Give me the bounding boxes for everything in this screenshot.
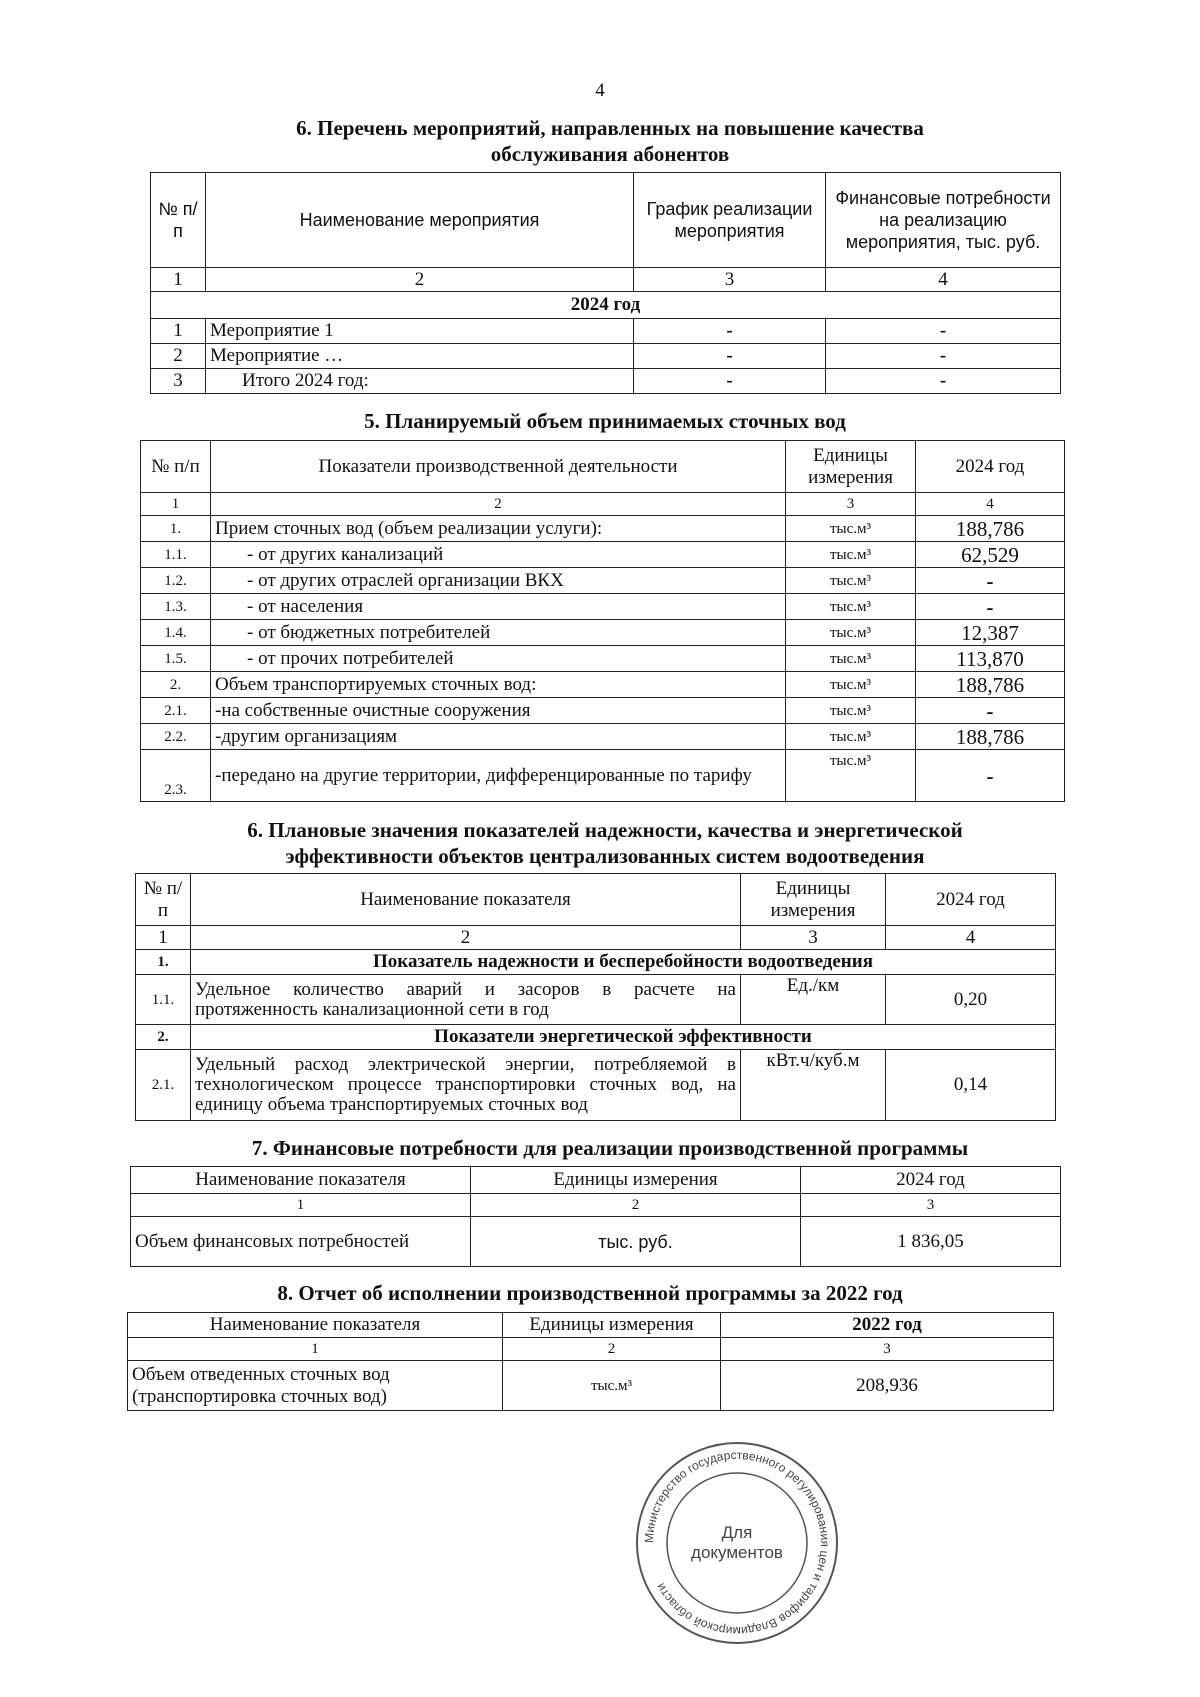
indicator-name: Удельное количество аварий и засоров в расчете на протяженность канализационной сети в год — [191, 975, 741, 1025]
table-row — [141, 646, 1065, 672]
value: 188,786 — [916, 724, 1065, 750]
value: 0,14 — [886, 1050, 1056, 1121]
header-number: № п/п — [151, 173, 206, 268]
col-number: 3 — [801, 1194, 1061, 1217]
group-number: 1. — [136, 950, 191, 975]
header-indicator-name: Наименование показателя — [128, 1313, 503, 1338]
header-year: 2024 год — [801, 1167, 1061, 1194]
activity-schedule: - — [634, 369, 826, 394]
table-row — [151, 319, 1061, 344]
col-number: 3 — [741, 926, 886, 950]
value: 113,870 — [916, 646, 1065, 672]
value: - — [916, 698, 1065, 724]
unit: кВт.ч/куб.м — [741, 1050, 886, 1121]
table-row — [141, 594, 1065, 620]
indicator-name: - от бюджетных потребителей — [211, 620, 786, 646]
section-6a-title-line1: 6. Перечень мероприятий, направленных на повышение качества — [296, 116, 924, 140]
header-number: № п/п — [141, 441, 211, 493]
section-6a-title-line2: обслуживания абонентов — [490, 142, 730, 166]
header-year: 2024 год — [886, 874, 1056, 926]
col-number: 2 — [206, 268, 634, 292]
activity-name: Мероприятие 1 — [206, 319, 634, 344]
unit: тыс.м³ — [786, 568, 916, 594]
col-number: 1 — [128, 1338, 503, 1361]
header-number: № п/п — [136, 874, 191, 926]
value: 62,529 — [916, 542, 1065, 568]
value: - — [916, 750, 1065, 802]
row-number: 2.1. — [136, 1050, 191, 1121]
section-6b-title-line1: 6. Плановые значения показателей надежности, качества и энергетической — [247, 818, 963, 842]
indicator-name: Объем отведенных сточных вод (транспортировка сточных вод) — [128, 1361, 503, 1411]
unit: тыс.м³ — [786, 620, 916, 646]
stamp-center-line1: Для — [721, 1523, 753, 1542]
col-number: 1 — [141, 493, 211, 516]
col-number: 1 — [151, 268, 206, 292]
table-row — [141, 542, 1065, 568]
indicator-name: -другим организациям — [211, 724, 786, 750]
value: 208,936 — [721, 1361, 1054, 1411]
unit: тыс.м³ — [786, 724, 916, 750]
value: 0,20 — [886, 975, 1056, 1025]
header-unit: Единицы измерения — [503, 1313, 721, 1338]
col-number: 2 — [503, 1338, 721, 1361]
indicator-name: Прием сточных вод (объем реализации услуги): — [211, 516, 786, 542]
value: 188,786 — [916, 672, 1065, 698]
section-5-title: 5. Планируемый объем принимаемых сточных вод — [364, 409, 846, 433]
activities-table — [150, 172, 1061, 394]
value: 1 836,05 — [801, 1217, 1061, 1267]
table-row — [141, 750, 1065, 802]
header-indicator: Показатели производственной деятельности — [211, 441, 786, 493]
table-row — [141, 672, 1065, 698]
activity-finance: - — [826, 319, 1061, 344]
header-unit: Единицы измерения — [471, 1167, 801, 1194]
table-row — [136, 975, 1056, 1025]
unit: тыс.м³ — [503, 1361, 721, 1411]
activity-finance: - — [826, 369, 1061, 394]
row-number: 2.1. — [141, 698, 211, 724]
indicator-name: - от прочих потребителей — [211, 646, 786, 672]
section-7-title: 7. Финансовые потребности для реализации производственной программы — [251, 1136, 969, 1160]
value: 12,387 — [916, 620, 1065, 646]
unit: тыс.м³ — [786, 698, 916, 724]
unit: тыс.м³ — [786, 750, 916, 802]
table-row — [131, 1217, 1061, 1267]
col-number: 1 — [136, 926, 191, 950]
unit: тыс.м³ — [786, 646, 916, 672]
section-6b-title-line2: эффективности объектов централизованных систем водоотведения — [285, 844, 925, 868]
official-stamp — [632, 1438, 842, 1648]
unit: Ед./км — [741, 975, 886, 1025]
reliability-indicators-table — [135, 873, 1056, 1121]
section-6a-title — [150, 115, 1070, 167]
header-year: 2022 год — [721, 1313, 1054, 1338]
page-number: 4 — [595, 80, 605, 101]
value: - — [916, 594, 1065, 620]
table-row — [141, 724, 1065, 750]
unit: тыс. руб. — [471, 1217, 801, 1267]
row-number: 1.1. — [141, 542, 211, 568]
col-number: 3 — [786, 493, 916, 516]
indicator-name: Удельный расход электрической энергии, потребляемой в технологическом процессе транспортировки сточных вод, на единицу объема транспортируемых сточных вод — [191, 1050, 741, 1121]
indicator-name: - от других отраслей организации ВКХ — [211, 568, 786, 594]
col-number: 4 — [886, 926, 1056, 950]
header-finance: Финансовые потребности на реализацию мероприятия, тыс. руб. — [826, 173, 1061, 268]
indicator-name: - от других канализаций — [211, 542, 786, 568]
row-number: 1. — [141, 516, 211, 542]
col-number: 3 — [721, 1338, 1054, 1361]
row-number: 1.3. — [141, 594, 211, 620]
col-number: 2 — [211, 493, 786, 516]
table-row — [141, 568, 1065, 594]
col-number: 4 — [916, 493, 1065, 516]
indicator-name: -передано на другие территории, дифференцированные по тарифу — [211, 750, 786, 802]
col-number: 3 — [634, 268, 826, 292]
table-row — [141, 516, 1065, 542]
row-number: 2.2. — [141, 724, 211, 750]
unit: тыс.м³ — [786, 542, 916, 568]
table-row — [128, 1361, 1054, 1411]
activity-schedule: - — [634, 344, 826, 369]
activity-name: Итого 2024 год: — [206, 369, 634, 394]
row-number: 2 — [151, 344, 206, 369]
row-number: 2.3. — [141, 750, 211, 802]
value: - — [916, 568, 1065, 594]
value: 188,786 — [916, 516, 1065, 542]
table-row — [151, 344, 1061, 369]
row-number: 1.1. — [136, 975, 191, 1025]
header-activity-name: Наименование мероприятия — [206, 173, 634, 268]
header-unit: Единицы измерения — [741, 874, 886, 926]
group-title: Показатель надежности и бесперебойности водоотведения — [191, 950, 1056, 975]
indicator-name: Объем транспортируемых сточных вод: — [211, 672, 786, 698]
activity-finance: - — [826, 344, 1061, 369]
col-number: 2 — [471, 1194, 801, 1217]
section-8-title: 8. Отчет об исполнении производственной программы за 2022 год — [277, 1281, 903, 1305]
wastewater-volume-table — [140, 440, 1065, 802]
indicator-name: Объем финансовых потребностей — [131, 1217, 471, 1267]
unit: тыс.м³ — [786, 672, 916, 698]
col-number: 4 — [826, 268, 1061, 292]
col-number: 1 — [131, 1194, 471, 1217]
header-indicator-name: Наименование показателя — [131, 1167, 471, 1194]
activity-schedule: - — [634, 319, 826, 344]
year-row: 2024 год — [151, 292, 1061, 319]
financial-needs-table — [130, 1166, 1061, 1267]
unit: тыс.м³ — [786, 516, 916, 542]
row-number: 1 — [151, 319, 206, 344]
section-6b-title — [130, 817, 1080, 869]
row-number: 1.2. — [141, 568, 211, 594]
stamp-center-line2: документов — [691, 1543, 783, 1562]
header-indicator-name: Наименование показателя — [191, 874, 741, 926]
row-number: 3 — [151, 369, 206, 394]
row-number: 1.5. — [141, 646, 211, 672]
table-row — [151, 369, 1061, 394]
header-schedule: График реализации мероприятия — [634, 173, 826, 268]
col-number: 2 — [191, 926, 741, 950]
header-unit: Единицы измерения — [786, 441, 916, 493]
unit: тыс.м³ — [786, 594, 916, 620]
stamp-ring-text: Министерство государственного регулирования цен и тарифов Владимирской области — [641, 1447, 833, 1639]
table-row — [136, 1050, 1056, 1121]
activity-name: Мероприятие … — [206, 344, 634, 369]
group-title: Показатели энергетической эффективности — [191, 1025, 1056, 1050]
indicator-name: - от населения — [211, 594, 786, 620]
program-report-table — [127, 1312, 1054, 1411]
table-row — [141, 620, 1065, 646]
row-number: 2. — [141, 672, 211, 698]
group-number: 2. — [136, 1025, 191, 1050]
table-row — [141, 698, 1065, 724]
header-year: 2024 год — [916, 441, 1065, 493]
row-number: 1.4. — [141, 620, 211, 646]
indicator-name: -на собственные очистные сооружения — [211, 698, 786, 724]
